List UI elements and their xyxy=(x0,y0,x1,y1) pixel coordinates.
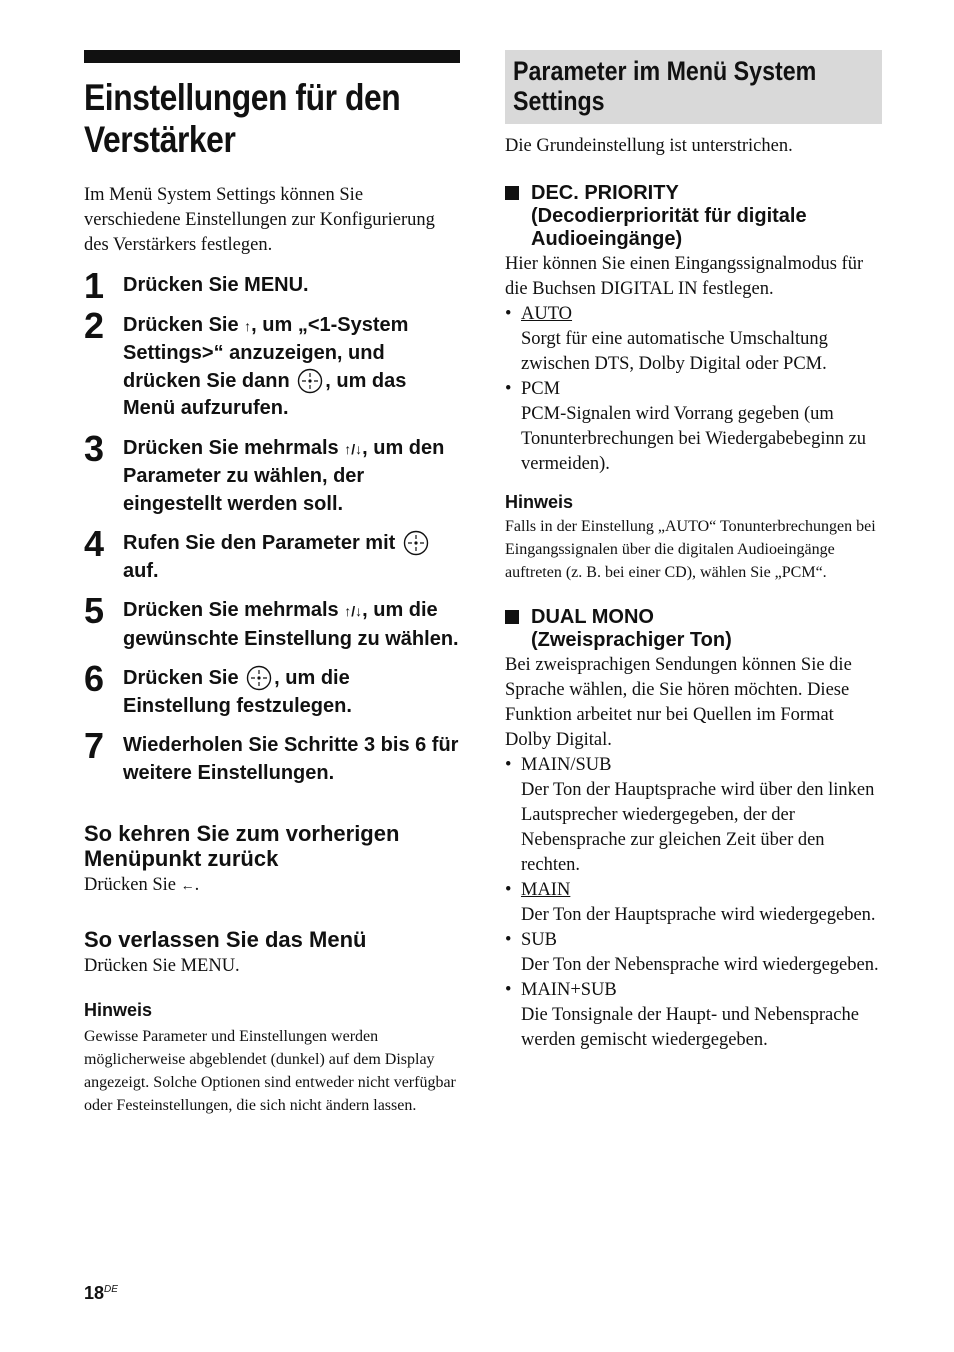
step-text-b: auf. xyxy=(123,559,159,582)
option-pcm xyxy=(505,377,883,477)
step-number: 4 xyxy=(84,523,105,564)
page-title xyxy=(84,77,462,161)
step-text-a: Drücken Sie xyxy=(123,667,245,689)
option-name: MAIN+SUB xyxy=(521,980,617,1000)
step-text xyxy=(123,435,462,519)
back-text-a: Drücken Sie xyxy=(84,875,181,895)
step-text-a: Drücken Sie mehrmals xyxy=(123,599,345,621)
enter-button-icon xyxy=(246,665,272,691)
page-number xyxy=(84,1283,118,1304)
dual-heading-line1: DUAL MONO xyxy=(531,606,654,628)
page-title-line1: Einstellungen für den xyxy=(84,77,401,118)
option-desc: Der Ton der Nebensprache wird wiedergegeben. xyxy=(521,955,879,975)
option-auto xyxy=(505,302,883,377)
section-banner-line2: Settings xyxy=(513,86,605,116)
step-2 xyxy=(84,304,462,423)
bullet: • xyxy=(505,980,512,1000)
step-text-a: Rufen Sie den Parameter mit xyxy=(123,532,401,554)
option-name: PCM xyxy=(521,379,561,399)
option-main xyxy=(505,878,883,928)
back-heading: So kehren Sie zum vorherigen Menüpunkt zurück xyxy=(84,821,400,871)
bullet: • xyxy=(505,379,512,399)
square-bullet-icon xyxy=(505,610,519,624)
dec-hint-text: Falls in der Einstellung „AUTO“ Tonunterbrechungen bei Eingangssignalen über die digitalen Audioeingänge auftreten (z. B. bei einer CD), wählen Sie „PCM“. xyxy=(505,518,876,581)
dual-mono-heading xyxy=(505,606,883,652)
dec-body: Hier können Sie einen Eingangssignalmodus für die Buchsen DIGITAL IN festlegen. xyxy=(505,254,864,299)
step-7 xyxy=(84,725,462,787)
dec-heading-line3: Audioeingänge) xyxy=(531,228,683,250)
option-desc: PCM-Signalen wird Vorrang gegeben (um Tonunterbrechungen bei Wiedergabebeginn zu vermeiden). xyxy=(521,404,867,474)
dec-heading-line2: (Decodierpriorität für digitale xyxy=(531,205,807,227)
enter-button-icon xyxy=(297,368,323,394)
step-text xyxy=(123,732,462,787)
up-down-arrow-icon: ↑/↓ xyxy=(344,440,363,457)
option-name: SUB xyxy=(521,930,557,950)
step-text xyxy=(123,530,462,585)
option-sub xyxy=(505,928,883,978)
step-4 xyxy=(84,523,462,585)
page-number-value: 18 xyxy=(84,1283,105,1303)
exit-text: Drücken Sie MENU. xyxy=(84,956,240,976)
step-3 xyxy=(84,427,462,519)
bullet: • xyxy=(505,880,512,900)
left-arrow-icon: ← xyxy=(180,879,195,894)
option-name: AUTO xyxy=(521,304,573,324)
step-text-c: , um das Menü aufzurufen. xyxy=(123,369,407,419)
bullet: • xyxy=(505,304,512,324)
square-bullet-icon xyxy=(505,186,519,200)
step-text-b: , um die gewünschte Einstellung zu wählen. xyxy=(123,599,459,650)
bullet: • xyxy=(505,930,512,950)
step-text xyxy=(123,665,462,720)
intro-text: Im Menü System Settings können Sie verschiedene Einstellungen zur Konfigurierung des Verstärkers festlegen. xyxy=(84,185,435,255)
default-note: Die Grundeinstellung ist unterstrichen. xyxy=(505,136,793,156)
dec-priority-heading xyxy=(505,182,883,251)
step-number: 5 xyxy=(84,590,105,631)
dual-heading-line2: (Zweisprachiger Ton) xyxy=(531,629,732,651)
option-main-sub xyxy=(505,753,883,878)
option-desc: Der Ton der Hauptsprache wird wiedergegeben. xyxy=(521,905,876,925)
step-text-a: Drücken Sie MENU. xyxy=(123,274,309,296)
option-main-plus-sub xyxy=(505,978,883,1053)
step-text-a: Wiederholen Sie Schritte 3 bis 6 für weitere Einstellungen. xyxy=(123,734,459,784)
hint-heading: Hinweis xyxy=(84,1000,153,1020)
step-text xyxy=(123,312,462,423)
step-5 xyxy=(84,590,462,653)
step-number: 7 xyxy=(84,725,105,766)
left-column xyxy=(84,50,462,1117)
step-6 xyxy=(84,658,462,720)
option-desc: Der Ton der Hauptsprache wird über den linken Lautsprecher wiedergegeben, der der Nebensprache zur gleichen Zeit über den rechten. xyxy=(521,780,875,875)
exit-heading: So verlassen Sie das Menü xyxy=(84,927,367,952)
section-banner xyxy=(505,50,882,124)
back-text-end: . xyxy=(194,875,200,895)
section-banner-line1: Parameter im Menü System xyxy=(513,56,817,86)
step-text-b: , um die Einstellung festzulegen. xyxy=(123,667,352,717)
up-arrow-icon: ↑ xyxy=(244,317,252,334)
up-down-arrow-icon: ↑/↓ xyxy=(344,603,363,619)
back-text xyxy=(84,873,462,899)
step-number: 3 xyxy=(84,427,105,469)
step-text-a: Drücken Sie mehrmals xyxy=(123,436,345,459)
bullet: • xyxy=(505,755,512,775)
dec-hint-heading: Hinweis xyxy=(505,492,574,512)
page-lang: DE xyxy=(104,1284,118,1295)
page-title-line2: Verstärker xyxy=(84,119,236,160)
step-number: 6 xyxy=(84,658,105,699)
title-rule xyxy=(84,50,460,63)
step-text-a: Drücken Sie xyxy=(123,313,245,336)
enter-button-icon xyxy=(403,530,429,556)
option-desc: Sorgt für eine automatische Umschaltung zwischen DTS, Dolby Digital oder PCM. xyxy=(521,329,828,374)
option-desc: Die Tonsignale der Haupt- und Nebensprache werden gemischt wiedergegeben. xyxy=(521,1005,859,1050)
section-banner-title xyxy=(513,56,874,116)
hint-text: Gewisse Parameter und Einstellungen werden möglicherweise abgeblendet (dunkel) auf dem Display angezeigt. Solche Optionen sind entweder nicht verfügbar oder Festeinstellungen, die sich nicht ändern lassen. xyxy=(84,1028,456,1114)
step-1 xyxy=(84,265,462,306)
step-text xyxy=(123,272,462,300)
step-text xyxy=(123,597,462,653)
step-number: 2 xyxy=(84,304,105,346)
dual-body: Bei zweisprachigen Sendungen können Sie die Sprache wählen, die Sie hören möchten. Diese Funktion arbeitet nur bei Quellen im Format Dolby Digital. xyxy=(505,655,852,750)
option-name: MAIN/SUB xyxy=(521,755,612,775)
step-text-b: , um den Parameter zu wählen, der eingestellt werden soll. xyxy=(123,436,445,515)
steps-list xyxy=(84,265,462,787)
right-column xyxy=(505,50,883,1053)
step-text-b: , um „<1-System Settings>“ anzuzeigen, und drücken Sie dann xyxy=(123,313,409,392)
option-name: MAIN xyxy=(521,880,571,900)
step-number: 1 xyxy=(84,265,105,306)
dec-heading-line1: DEC. PRIORITY xyxy=(531,182,679,204)
